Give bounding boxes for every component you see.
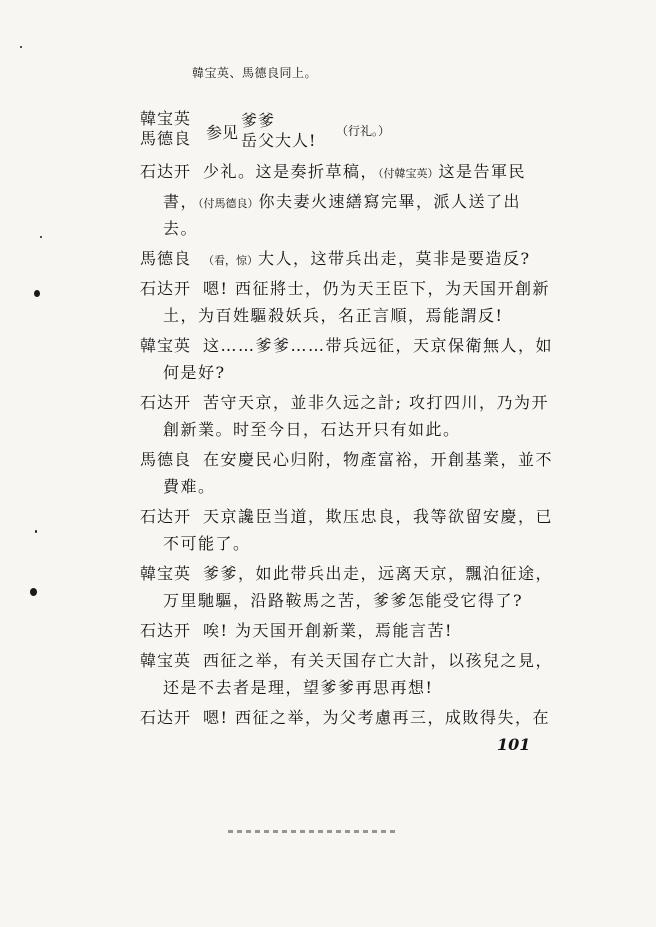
dialogue-segment: 唉! 为天国开創新業，焉能言苦! <box>203 621 453 640</box>
dialogue-text <box>203 335 553 357</box>
scan-speck <box>35 530 37 533</box>
scan-speck <box>34 290 40 297</box>
scan-speck <box>30 588 37 596</box>
stage-direction: （付馬德良） <box>198 197 259 210</box>
speaker-name: 石达开 <box>140 393 192 412</box>
speaker-name: 韓宝英 <box>140 651 192 670</box>
stage-direction: （行礼。） <box>336 124 391 138</box>
speaker-name: 石达开 <box>140 708 192 727</box>
dialogue-segment: 嗯! 西征將士，仍为天王臣下，为天国开創新 <box>203 279 551 298</box>
speaker-name: 石达开 <box>140 621 192 640</box>
dialogue-segment: 在安慶民心归附，物產富裕，开創基業，並不 <box>203 450 554 469</box>
dialogue-text <box>163 419 461 441</box>
speaker-name: 馬德良 <box>140 450 192 469</box>
stage-direction: （看，惊） <box>203 254 258 267</box>
scan-speck <box>20 46 22 48</box>
dialogue-segment: 你夫妻火速繕寫完畢，派人送了出 <box>258 192 522 211</box>
scan-speck <box>40 236 42 238</box>
dialogue-text <box>163 476 216 498</box>
dialogue-segment: 爹爹，如此带兵出走，远离天京，飄泊征途， <box>203 564 554 583</box>
dialogue-text: 岳父大人! <box>241 131 317 150</box>
dialogue-segment: 苦守天京，並非久远之計; 攻打四川，乃为开 <box>203 393 549 412</box>
dialogue-text <box>203 620 453 642</box>
dialogue-segment: 天京讒臣当道，欺压忠良，我等欲留安慶，已 <box>203 507 554 526</box>
stage-direction: 韓宝英、馬德良同上。 <box>192 66 318 80</box>
dialogue-segment: 土，为百姓驅殺妖兵，名正言順，焉能謂反! <box>163 306 504 325</box>
speaker-name: 石达开 <box>140 162 192 181</box>
dialogue-segment: 書， <box>163 192 199 211</box>
dialogue-segment: 万里馳驅，沿路鞍馬之苦，爹爹怎能受它得了? <box>163 591 524 610</box>
speaker-name: 石达开 <box>140 507 192 526</box>
scan-noise <box>228 830 398 833</box>
dialogue-text <box>163 362 226 384</box>
dialogue-text <box>203 449 553 471</box>
dialogue-segment: 还是不去者是理，望爹爹再思再想! <box>163 678 434 697</box>
page-number: 101 <box>497 735 531 754</box>
dialogue-text <box>203 161 526 185</box>
dialogue-segment: 去。 <box>163 219 199 238</box>
speaker-name: 馬德良 <box>140 249 192 268</box>
dialogue-segment: 西征之举，有关天国存亡大計，以孩兒之見， <box>203 651 554 670</box>
dialogue-text <box>203 278 550 300</box>
dialogue-text <box>203 248 531 272</box>
dialogue-text <box>203 650 553 672</box>
stage-direction: （付韓宝英） <box>378 167 439 180</box>
speaker-name: 韓宝英 <box>140 564 192 583</box>
dialogue-text <box>163 533 251 555</box>
dialogue-text <box>203 563 553 585</box>
dialogue-segment: 創新業。时至今日，石达开只有如此。 <box>163 420 461 439</box>
dialogue-segment: 大人，这带兵出走，莫非是要造反? <box>258 249 531 268</box>
dialogue-text <box>203 707 550 729</box>
dialogue-segment: 費难。 <box>163 477 216 496</box>
dialogue-text <box>163 305 503 327</box>
speaker-name: 馬德良 <box>140 129 192 148</box>
dialogue-segment: 嗯! 西征之举，为父考慮再三，成敗得失，在 <box>203 708 551 727</box>
speaker-name: 韓宝英 <box>140 109 192 128</box>
dialogue-segment: 这是告軍民 <box>438 162 527 181</box>
dialogue-text <box>203 506 553 528</box>
dual-entry <box>140 108 560 154</box>
dialogue-text <box>163 218 198 240</box>
dialogue-text <box>163 677 433 699</box>
speaker-name: 石达开 <box>140 279 192 298</box>
dialogue-text <box>203 392 549 414</box>
dialogue-segment: 少礼。这是奏折草稿， <box>203 162 379 181</box>
dialogue-text <box>163 191 521 215</box>
dialogue-segment: 何是好? <box>163 363 226 382</box>
speaker-name: 韓宝英 <box>140 336 192 355</box>
dialogue-text: 爹爹 <box>241 111 276 130</box>
dialogue-segment: 这……爹爹……带兵远征，天京保衛無人，如 <box>203 336 554 355</box>
dialogue-text: 参见 <box>206 123 239 142</box>
dialogue-segment: 不可能了。 <box>163 534 251 553</box>
dialogue-text <box>163 590 523 612</box>
